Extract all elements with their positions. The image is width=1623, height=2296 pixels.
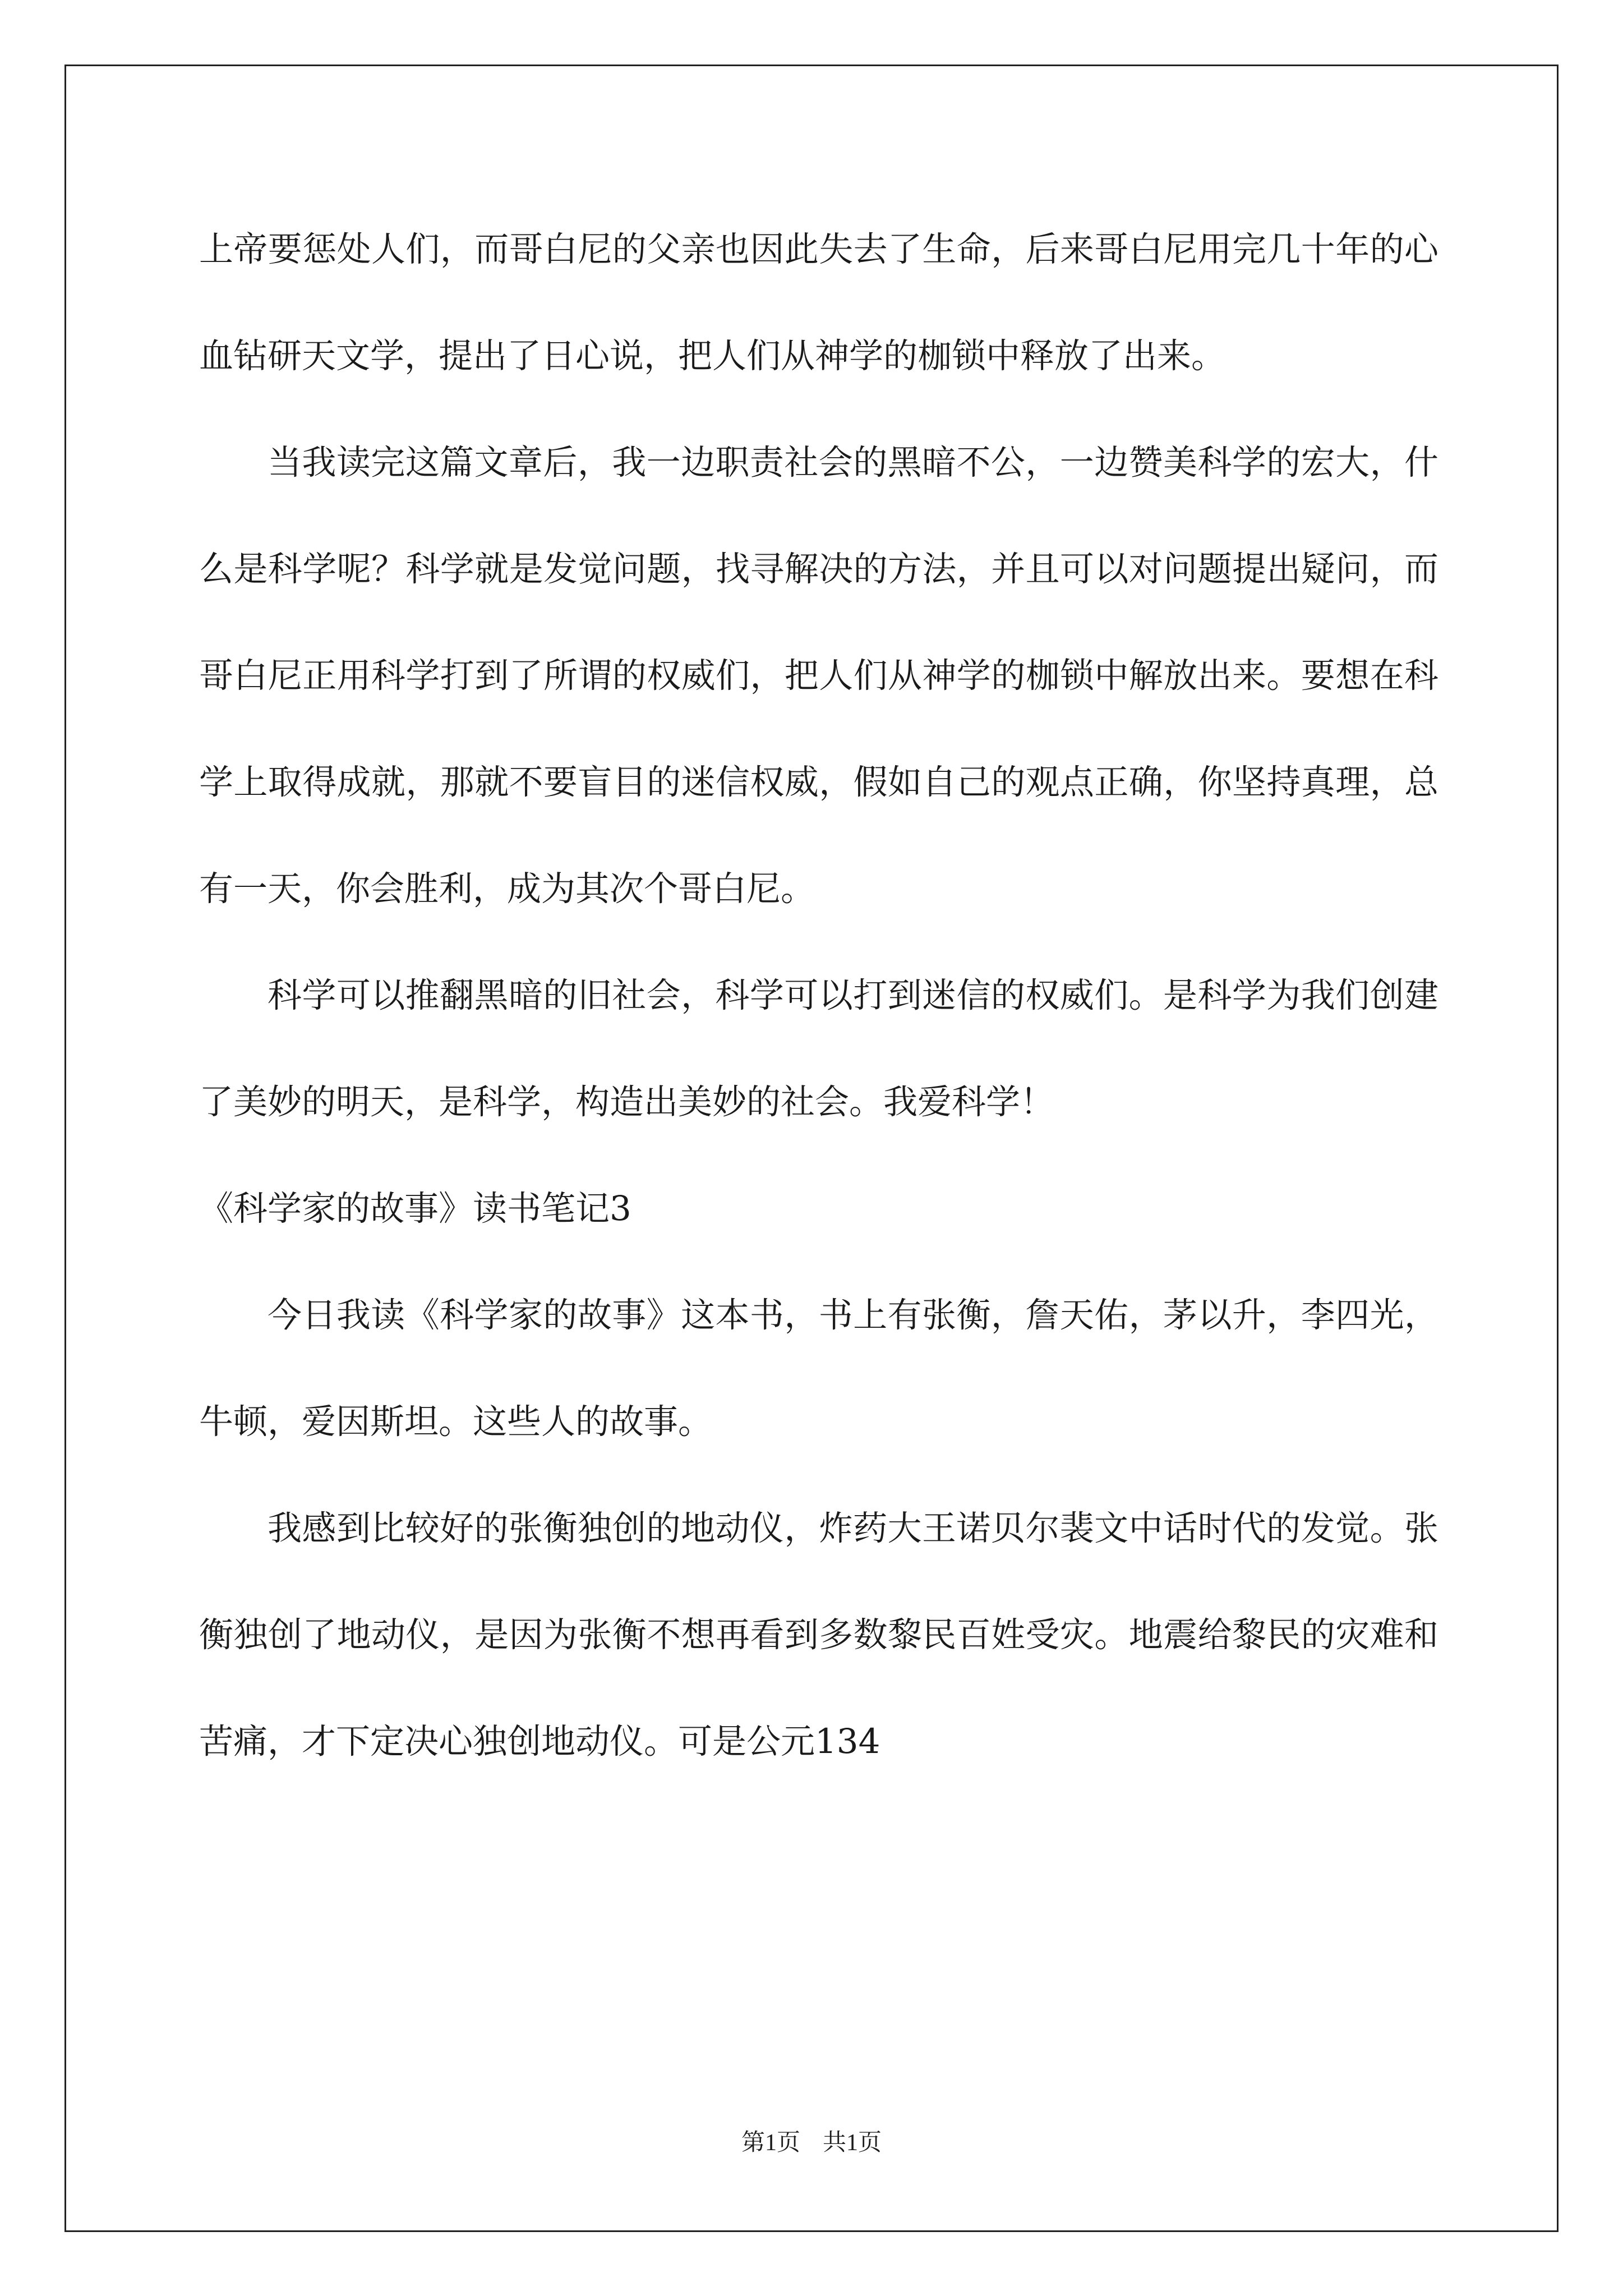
paragraph-5: 我感到比较好的张衡独创的地动仪，炸药大王诺贝尔裴文中话时代的发觉。张衡独创了地动仪，是因为张衡不想再看到多数黎民百姓受灾。地震给黎民的灾难和苦痛，才下定决心独创地动仪。可是公元134	[199, 1508, 1438, 1761]
paragraph-3: 科学可以推翻黑暗的旧社会，科学可以打到迷信的权威们。是科学为我们创建了美妙的明天，是科学，构造出美妙的社会。我爱科学！	[199, 976, 1438, 1122]
paragraph-2: 当我读完这篇文章后，我一边职责社会的黑暗不公，一边赞美科学的宏大，什么是科学呢？科学就是发觉问题，找寻解决的方法，并且可以对问题提出疑问，而哥白尼正用科学打到了所谓的权威们，把人们从神学的枷锁中解放出来。要想在科学上取得成就，那就不要盲目的迷信权威，假如自己的观点正确，你坚持真理，总有一天，你会胜利，成为其次个哥白尼。	[199, 443, 1438, 909]
page-footer	[0, 2126, 1623, 2160]
paragraph-1: 上帝要惩处人们，而哥白尼的父亲也因此失去了生命，后来哥白尼用完几十年的心血钻研天文学，提出了日心说，把人们从神学的枷锁中释放了出来。	[199, 229, 1438, 376]
page-number: 第1页	[741, 2130, 800, 2156]
page-total: 共1页	[823, 2130, 882, 2156]
document-body	[199, 196, 1438, 1795]
paragraph-4: 今日我读《科学家的故事》这本书，书上有张衡，詹天佑，茅以升，李四光，牛顿，爱因斯坦。这些人的故事。	[199, 1295, 1438, 1442]
section-title: 《科学家的故事》读书笔记3	[199, 1189, 631, 1228]
